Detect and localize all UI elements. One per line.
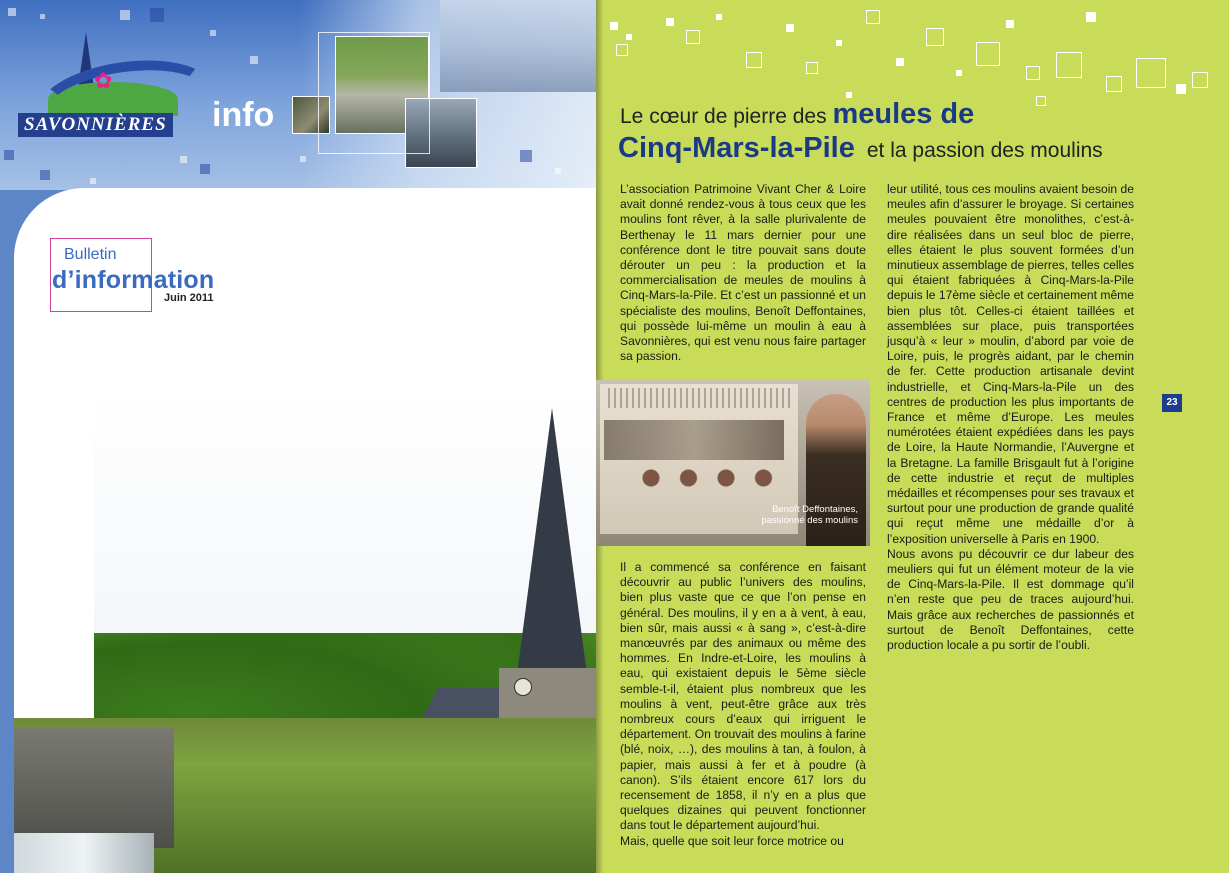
left-page — [0, 0, 596, 873]
bulletin-label: Bulletin — [64, 246, 117, 263]
paragraph: Mais, quelle que soit leur force motrice ou — [620, 833, 844, 848]
paragraph: L’association Patrimoine Vivant Cher & Loire avait donné rendez-vous à tous ceux que les moulins font rêver, à la salle plurivalente de Berthenay le 11 mars dernier pour une conférence dont le titre pouvait sans doute dérouter un peu : la production et la commercialisation de meules de moulins à Cinq-Mars-la-Pile. Et c’est un passionné et un spécialiste des moulins, Benoît Deffontaines, qui possède lui-même un moulin à eau à Savonnières, qui est venu nous faire partager sa passion. — [620, 182, 866, 364]
logo-info-word: info — [212, 96, 275, 134]
savonnieres-logo — [8, 28, 208, 148]
bulletin-date: Juin 2011 — [164, 292, 214, 304]
title-emphasis-1: meules de — [832, 98, 975, 130]
article-column-1-top — [620, 182, 866, 364]
logo-town-name: SAVONNIÈRES — [18, 113, 173, 137]
clock-icon — [514, 678, 532, 696]
article-page — [596, 0, 1229, 873]
article-title-line2: Cinq-Mars-la-Pile et la passion des moulins — [618, 132, 1103, 164]
article-column-1-bottom — [620, 560, 866, 849]
header-banner — [0, 0, 596, 190]
bulletin-title: d’information — [52, 266, 215, 294]
church-spire — [514, 408, 590, 698]
town-photo — [440, 0, 596, 92]
title-emphasis-2: Cinq-Mars-la-Pile — [618, 132, 855, 164]
article-column-2 — [887, 182, 1134, 653]
speaker-photo — [596, 380, 870, 546]
paragraph: Il a commencé sa conférence en faisant découvrir au public l’univers des moulins, bien plus vaste que ce que l’on pense en général. Des moulins, il y en a à vent, à eau, bien sûr, mais aussi « à sang », c’est-à-dire manœuvrés par des animaux ou même des hommes. En Indre-et-Loire, les moulins à eau, qui existaient depuis le 5ème siècle semble-t-il, étaient plus nombreux que les moulins à vent, peut-être grâce aux très nombreux cours d’eaux qui irriguent le département. On trouvait des moulins à farine (blé, noix, …), des moulins à tan, à foulon, à papier, mais aussi à fer et à poudre (à canon). S’ils étaient encore 617 lors du recensement de 1858, il n’y en a plus que quelques dizaines qui peuvent fonctionner dans tout le département aujourd’hui. — [620, 560, 866, 833]
bulletin-cover-panel — [14, 188, 596, 873]
flower-logo-icon: ✿ — [94, 68, 113, 93]
paragraph: Nous avons pu découvrir ce dur labeur des meuliers qui fut un élément moteur de la vie de Cinq-Mars-la-Pile. Il est dommage qu’il n’en reste que peu de traces aujourd’hui. Mais grâce aux recherches de passionnés et surtout de Benoît Deffontaines, cette production locale a pu sortir de l’oubli. — [887, 546, 1134, 653]
article-title-line1: Le cœur de pierre des meules de — [620, 98, 975, 130]
photo-caption: Benoît Deffontaines, passionné des moulins — [761, 504, 858, 526]
page-number: 23 — [1162, 394, 1182, 412]
paragraph: leur utilité, tous ces moulins avaient besoin de meules afin d’assurer le broyage. Si certaines meules pouvaient être monolithes, c’est-à-dire réalisées dans un seul bloc de pierre, elles étaient le plus souvent formées d’un minutieux assemblage de pierres, telles celles qui étaient fabriquées à Cinq-Mars-la-Pile depuis le 17ème siècle et certainement même bien plus tôt. Celles-ci étaient taillées et assemblées sur place, puis transportées jusqu’à « leur » moulin, d’abord par voie de Loire, puis, le progrès aidant, par le chemin de fer. Cette production artisanale devint industrielle, et Cinq-Mars-la-Pile un des centres de production les plus importants de France et même d’Europe. Les meules numérotées étaient expédiées dans les pays de Loire, la Haute Normandie, l’Auvergne et la Bretagne. La famille Brisgault fut à l’origine de cette industrie et reçut de multiples médailles et récompenses pour ses travaux et surtout pour une production de grande qualité qui reçut même une médaille d’or à l’exposition universelle à Paris en 1900. — [887, 182, 1134, 546]
